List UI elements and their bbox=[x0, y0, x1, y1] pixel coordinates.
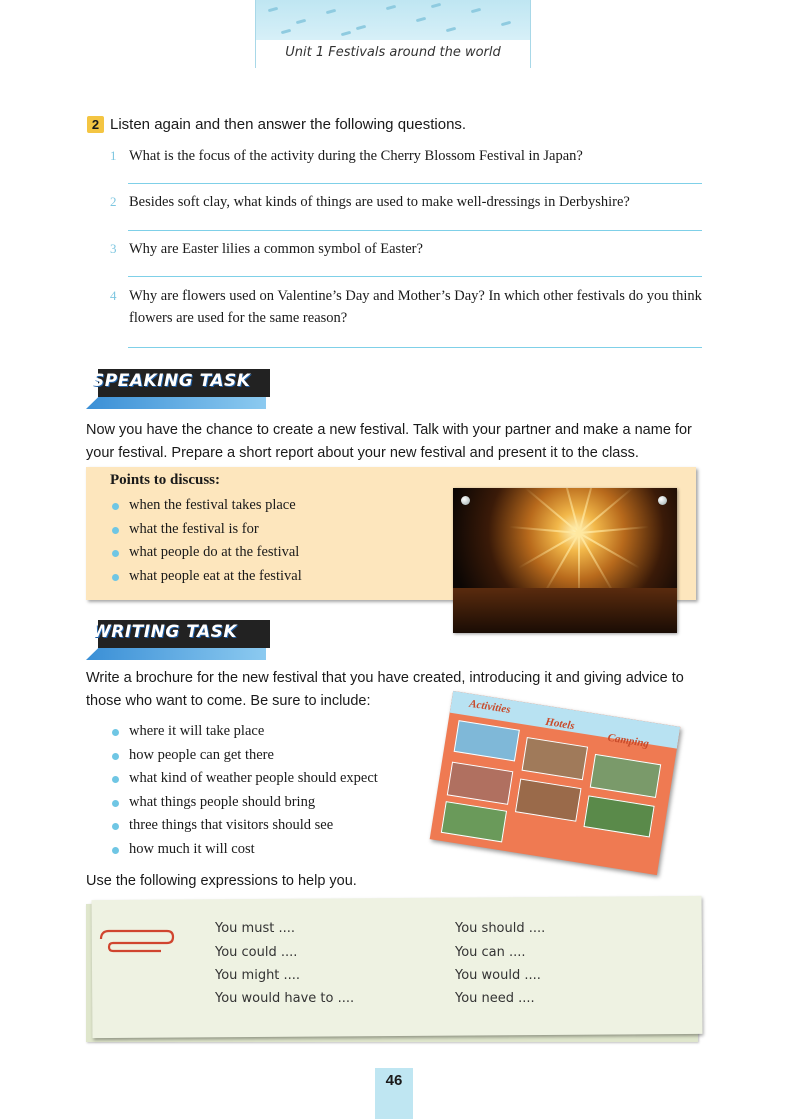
section-2-heading bbox=[87, 116, 466, 133]
points-list bbox=[110, 494, 302, 588]
points-title: Points to discuss: bbox=[110, 472, 221, 488]
writing-task-heading bbox=[86, 620, 271, 660]
list-item: what people do at the festival bbox=[110, 541, 302, 565]
list-item: what people eat at the festival bbox=[110, 565, 302, 589]
answer-line-4[interactable] bbox=[128, 347, 702, 348]
expressions-intro: Use the following expressions to help you. bbox=[86, 873, 357, 889]
paperclip-icon bbox=[97, 927, 177, 967]
speaking-intro: Now you have the chance to create a new festival. Talk with your partner and make a name for your festival. Prepare a short report about your new festival and present it to the class. bbox=[86, 422, 692, 461]
expression-left-2: You could .... bbox=[215, 945, 298, 960]
question-text: Besides soft clay, what kinds of things are used to make well-dressings in Derbyshire? bbox=[129, 194, 630, 210]
brochure-label: Camping bbox=[606, 731, 650, 751]
question-number: 1 bbox=[110, 148, 117, 163]
page-number-tab bbox=[375, 1068, 413, 1119]
expressions-card bbox=[92, 896, 703, 1038]
expression-right-3: You would .... bbox=[455, 968, 541, 983]
expression-right-4: You need .... bbox=[455, 991, 535, 1006]
section-number-badge: 2 bbox=[87, 116, 104, 133]
expression-left-4: You would have to .... bbox=[215, 991, 355, 1006]
page-number: 46 bbox=[385, 1072, 403, 1089]
question-number: 4 bbox=[110, 288, 117, 303]
brochure-label: Activities bbox=[468, 697, 512, 717]
brochure-image bbox=[430, 691, 681, 875]
writing-items-list bbox=[110, 720, 378, 861]
list-item: where it will take place bbox=[110, 720, 378, 744]
question-number: 3 bbox=[110, 241, 117, 256]
fireworks-photo bbox=[453, 488, 677, 633]
unit-title: Unit 1 Festivals around the world bbox=[256, 40, 530, 68]
expression-left-1: You must .... bbox=[215, 921, 295, 936]
list-item: what things people should bring bbox=[110, 791, 378, 815]
list-item: when the festival takes place bbox=[110, 494, 302, 518]
expression-right-1: You should .... bbox=[455, 921, 546, 936]
question-text: Why are flowers used on Valentine’s Day and Mother’s Day? In which other festivals do you think flowers are used for the same reason? bbox=[129, 288, 702, 326]
question-3 bbox=[110, 238, 705, 260]
section-2-instruction: Listen again and then answer the following questions. bbox=[110, 116, 467, 133]
question-4 bbox=[110, 285, 705, 329]
question-text: What is the focus of the activity during the Cherry Blossom Festival in Japan? bbox=[129, 148, 583, 164]
writing-task-label: WRITING TASK bbox=[92, 622, 238, 642]
expression-left-3: You might .... bbox=[215, 968, 301, 983]
question-2 bbox=[110, 191, 705, 213]
list-item: how people can get there bbox=[110, 744, 378, 768]
banner-pattern bbox=[256, 0, 530, 40]
answer-line-3[interactable] bbox=[128, 276, 702, 277]
speaking-task-heading bbox=[86, 369, 271, 409]
speaking-task-label: SPEAKING TASK bbox=[92, 371, 251, 391]
writing-intro: Write a brochure for the new festival that you have created, introducing it and giving advice to those who want to come. Be sure to include: bbox=[86, 670, 684, 709]
expression-right-2: You can .... bbox=[455, 945, 526, 960]
unit-banner bbox=[255, 0, 531, 68]
list-item: what kind of weather people should expect bbox=[110, 767, 378, 791]
question-number: 2 bbox=[110, 194, 117, 209]
answer-line-1[interactable] bbox=[128, 183, 702, 184]
question-text: Why are Easter lilies a common symbol of Easter? bbox=[129, 241, 423, 257]
brochure-label: Hotels bbox=[544, 715, 576, 733]
list-item: how much it will cost bbox=[110, 838, 378, 862]
list-item: three things that visitors should see bbox=[110, 814, 378, 838]
answer-line-2[interactable] bbox=[128, 230, 702, 231]
question-1 bbox=[110, 145, 705, 167]
list-item: what the festival is for bbox=[110, 518, 302, 542]
